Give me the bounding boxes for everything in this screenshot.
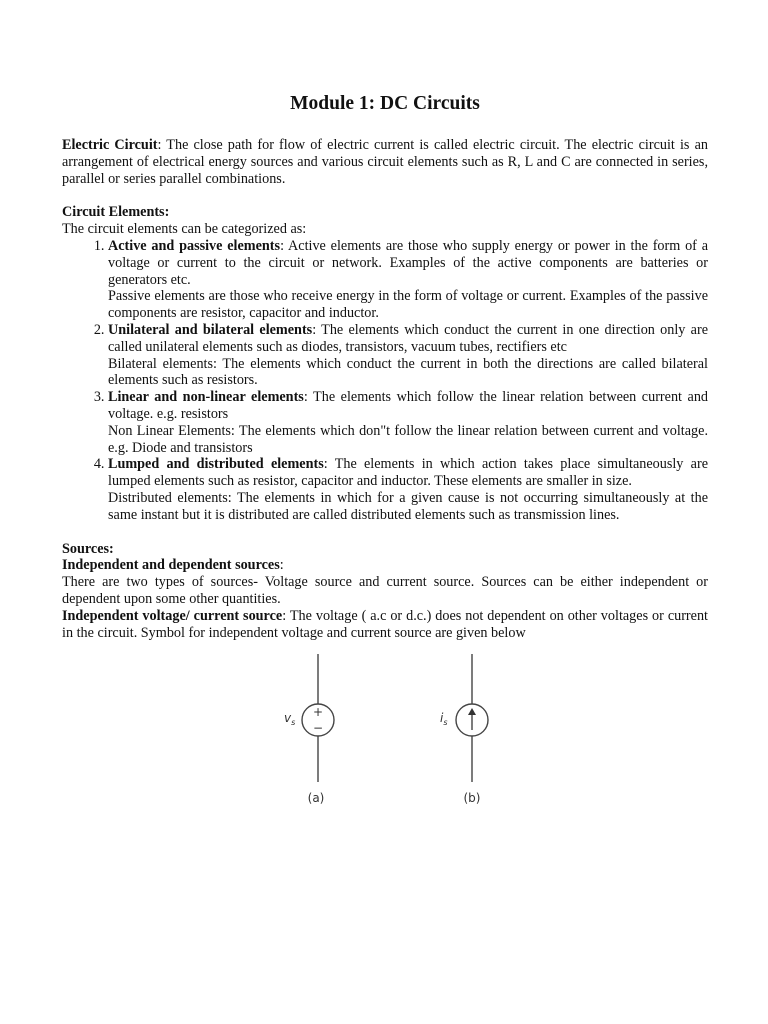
current-source-symbol bbox=[456, 654, 488, 782]
voltage-source-subscript: s bbox=[291, 718, 296, 727]
current-source-symbol-text: i bbox=[440, 711, 444, 725]
list-item bbox=[108, 456, 708, 523]
list-item-term: Unilateral and bilateral elements bbox=[108, 321, 313, 338]
electric-circuit-text: : The close path for flow of electric current is called electric circuit. The electric circuit is an arrangement of electrical energy sources and various circuit elements such as R, L and C are connected in series, parallel or series parallel combinations. bbox=[62, 137, 708, 187]
list-item-extra: Non Linear Elements: The elements which don"t follow the linear relation between current and voltage. e.g. Diode and transistors bbox=[108, 422, 708, 456]
arrow-up-icon bbox=[468, 708, 476, 715]
list-item-term: Linear and non-linear elements bbox=[108, 389, 304, 406]
list-item-extra: Passive elements are those who receive energy in the form of voltage or current. Examples of the passive components are resistor, capacitor and inductor. bbox=[108, 288, 708, 322]
independent-source-paragraph bbox=[62, 608, 708, 642]
list-item-extra: Distributed elements: The elements in which for a given cause is not occurring simultaneously at the same instant but it is distributed are called distributed elements such as transmission lines. bbox=[108, 489, 708, 523]
list-item-extra: Bilateral elements: The elements which conduct the current in both the directions are called bilateral elements such as resistors. bbox=[108, 355, 708, 389]
independent-source-term: Independent voltage/ current source bbox=[62, 607, 283, 624]
list-item bbox=[108, 322, 708, 389]
electric-circuit-term: Electric Circuit bbox=[62, 137, 158, 153]
circuit-elements-list bbox=[62, 238, 708, 524]
source-symbols-figure bbox=[270, 652, 510, 812]
list-item-text: : The elements which conduct the current in one direction only are called unilateral elements such as diodes, transistors, vacuum tubes, rectifiers etc bbox=[108, 321, 708, 355]
voltage-source-symbol-text: v bbox=[284, 711, 292, 725]
sources-subheading-suffix: : bbox=[279, 557, 284, 574]
voltage-source-label bbox=[284, 711, 295, 727]
current-source-label bbox=[440, 711, 448, 727]
list-item-text: : The elements which follow the linear relation between current and voltage. e.g. resistors bbox=[108, 389, 709, 422]
list-item-text: : Active elements are those who supply energy or power in the form of a voltage or current to the circuit or network. Examples of the active components are batteries or generators etc. bbox=[108, 237, 709, 288]
independent-source-text: : The voltage ( a.c or d.c.) does not dependent on other voltages or current in the circuit. Symbol for independent voltage and current source are given below bbox=[62, 607, 708, 641]
list-item-text: : The elements in which action takes place simultaneously are lumped elements such as resistor, capacitor and inductor. These elements are smaller in size. bbox=[108, 456, 708, 490]
minus-sign: − bbox=[312, 721, 324, 735]
plus-sign: + bbox=[312, 705, 324, 719]
sources-paragraph: There are two types of sources- Voltage source and current source. Sources can be either independent or dependent upon some other quantities. bbox=[62, 574, 708, 607]
list-item-term: Lumped and distributed elements bbox=[108, 456, 324, 473]
current-source-subscript: s bbox=[443, 718, 448, 727]
list-item-term: Active and passive elements bbox=[108, 237, 281, 254]
figure-b-label: (b) bbox=[463, 791, 481, 805]
figure-a-label: (a) bbox=[307, 791, 325, 805]
circuit-elements-intro: The circuit elements can be categorized as: bbox=[62, 221, 307, 238]
sources-subheading: Independent and dependent sources bbox=[62, 557, 280, 574]
page-title: Module 1: DC Circuits bbox=[290, 93, 480, 114]
circuit-elements-heading: Circuit Elements: bbox=[62, 204, 170, 221]
electric-circuit-paragraph bbox=[62, 137, 708, 187]
sources-heading: Sources: bbox=[62, 540, 114, 557]
list-item bbox=[108, 238, 708, 322]
list-item bbox=[108, 389, 708, 456]
sources-subheading-line bbox=[62, 557, 708, 574]
